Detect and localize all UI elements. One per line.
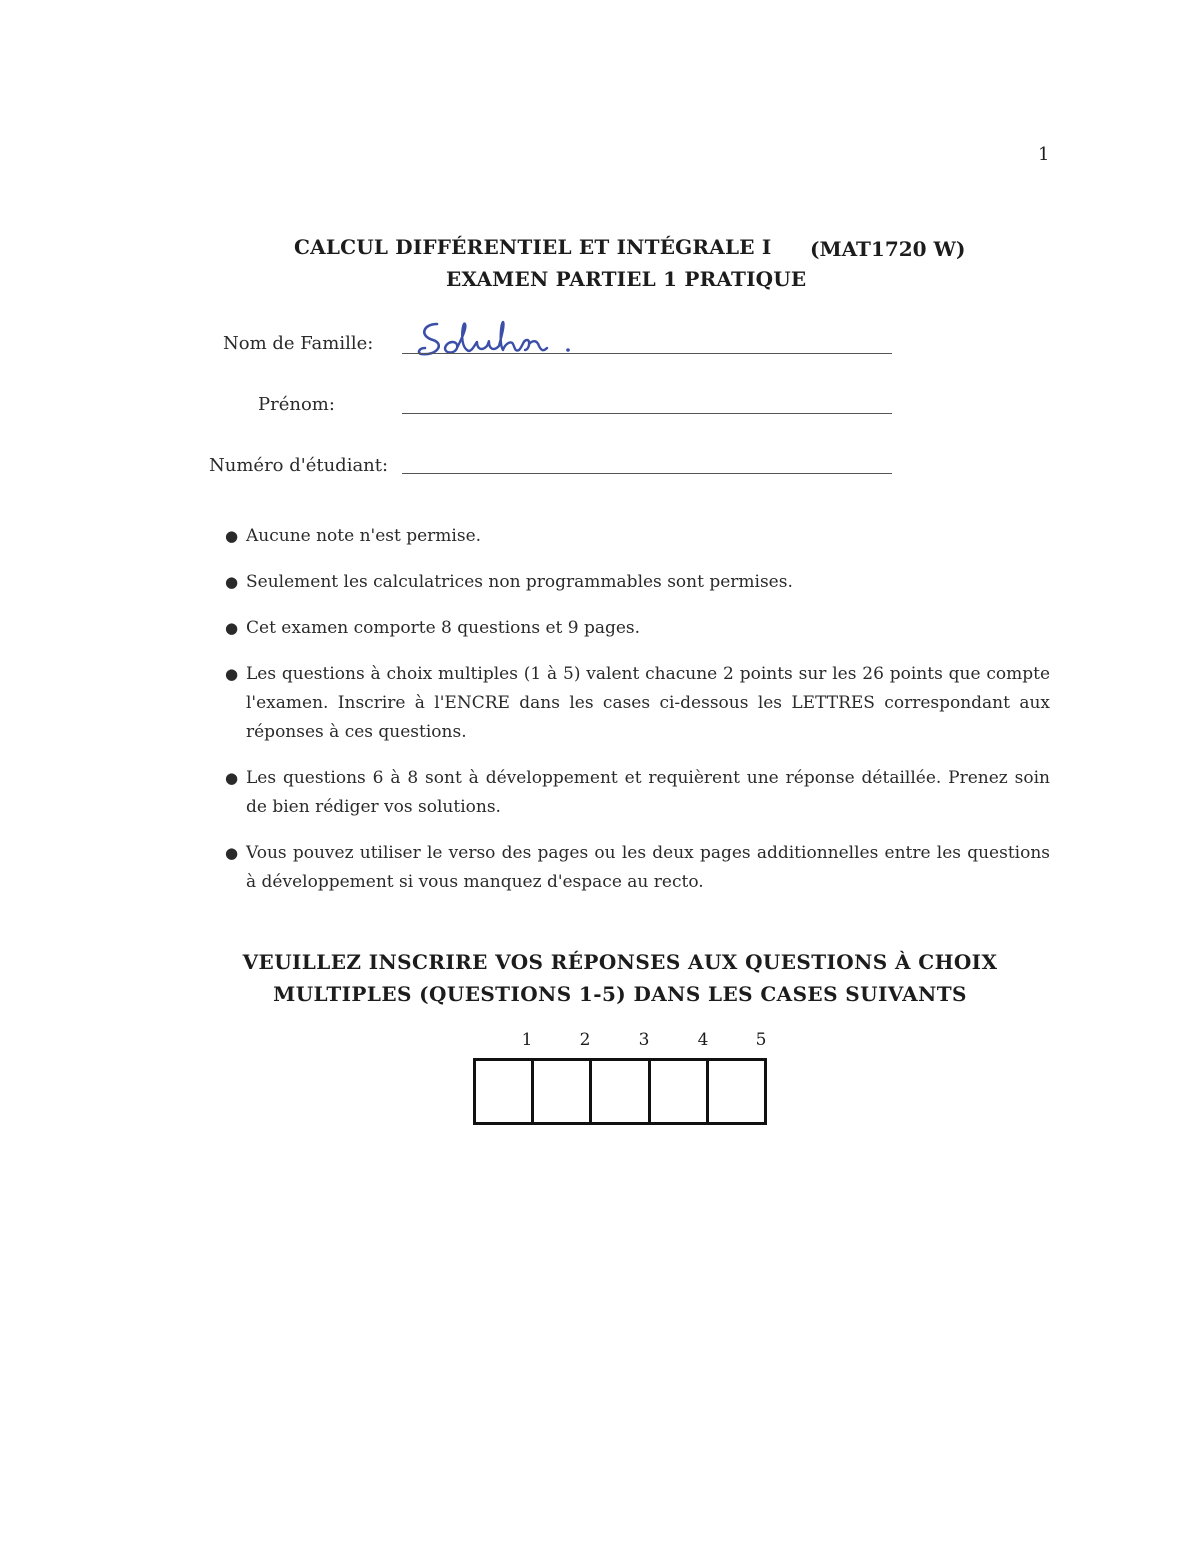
bullet-icon: ● — [225, 619, 239, 637]
bullet-icon: ● — [225, 665, 239, 683]
bullet-icon: ● — [225, 769, 239, 787]
answer-instruction-line1: VEUILLEZ INSCRIRE VOS RÉPONSES AUX QUESTIONS À CHOIX — [242, 950, 998, 974]
rule-item: ● Vous pouvez utiliser le verso des pages ou les deux pages additionnelles entre les questions à développement si vous manquez d'espace au recto. — [225, 839, 1050, 897]
page-number: 1 — [1038, 144, 1050, 165]
course-code: (MAT1720 W) — [810, 237, 966, 261]
answer-box-2[interactable] — [534, 1061, 592, 1122]
box-number-5: 5 — [755, 1030, 767, 1050]
first-name-line[interactable] — [402, 413, 892, 414]
exam-subtitle: EXAMEN PARTIEL 1 PRATIQUE — [446, 267, 807, 291]
answer-box-3[interactable] — [592, 1061, 650, 1122]
rule-item: ● Les questions à choix multiples (1 à 5) valent chacune 2 points sur les 26 points que compte l'examen. Inscrire à l'ENCRE dans les cases ci-dessous les LETTRES correspondant aux réponses à ces questions. — [225, 660, 1050, 747]
box-number-4: 4 — [697, 1030, 709, 1050]
answer-instruction-line2: MULTIPLES (QUESTIONS 1-5) DANS LES CASES SUIVANTS — [273, 982, 967, 1006]
answer-box-5[interactable] — [709, 1061, 764, 1122]
bullet-icon: ● — [225, 573, 239, 591]
last-name-label: Nom de Famille: — [223, 333, 374, 354]
first-name-label: Prénom: — [258, 394, 335, 415]
handwritten-signature — [415, 314, 585, 362]
box-number-3: 3 — [638, 1030, 650, 1050]
bullet-icon: ● — [225, 527, 239, 545]
bullet-icon: ● — [225, 844, 239, 862]
box-number-2: 2 — [579, 1030, 591, 1050]
box-number-1: 1 — [521, 1030, 533, 1050]
answer-boxes — [473, 1058, 767, 1125]
student-number-label: Numéro d'étudiant: — [209, 455, 389, 476]
answer-instruction — [200, 946, 1040, 1010]
exam-rules-list — [225, 522, 1050, 914]
rule-item: ● Aucune note n'est permise. — [225, 522, 1050, 551]
answer-box-1[interactable] — [476, 1061, 534, 1122]
student-number-line[interactable] — [402, 473, 892, 474]
rule-item: ● Seulement les calculatrices non programmables sont permises. — [225, 568, 1050, 597]
rule-item: ● Cet examen comporte 8 questions et 9 pages. — [225, 614, 1050, 643]
answer-box-4[interactable] — [651, 1061, 709, 1122]
exam-title: CALCUL DIFFÉRENTIEL ET INTÉGRALE I — [294, 235, 772, 259]
rule-item: ● Les questions 6 à 8 sont à développement et requièrent une réponse détaillée. Prenez soin de bien rédiger vos solutions. — [225, 764, 1050, 822]
last-name-line[interactable] — [402, 353, 892, 354]
